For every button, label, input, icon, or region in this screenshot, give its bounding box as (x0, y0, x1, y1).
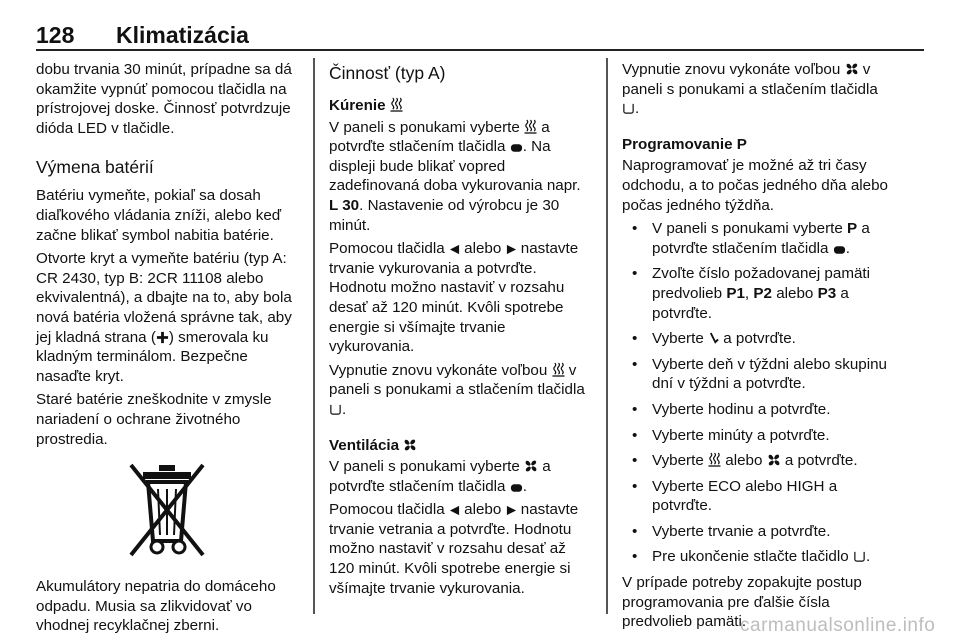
list-item: • Vyberte ECO alebo HIGH a potvrďte. (622, 477, 890, 516)
list-item: • Vyberte alebo a potvrďte. (622, 451, 890, 471)
paragraph: Vypnutie znovu vykonáte voľbou v paneli s ponukami a stlačením tlačidla . (329, 361, 585, 418)
section-heading-batteries: Výmena batérií (36, 157, 154, 178)
page-title: Klimatizácia (116, 22, 249, 48)
column-divider-1 (313, 58, 315, 614)
header-rule (36, 49, 924, 51)
list-item: • Vyberte deň v týždni alebo skupinu dní v týždni a potvrďte. (622, 355, 890, 394)
steps-list (622, 219, 890, 567)
fan-icon (524, 459, 538, 473)
fan-icon (767, 453, 781, 467)
fan-icon (403, 438, 417, 452)
back-button-icon (329, 403, 342, 416)
crossed-bin-icon (125, 457, 209, 561)
column-divider-2 (606, 58, 608, 614)
paragraph: V paneli s ponukami vyberte a potvrďte stlačením tlačidla . Na displeji bude blikať vopred zadefinovaná doba vykurovania napr. L 30. Nastavenie od výrobcu je 30 minút. (329, 118, 581, 234)
paragraph: Staré batérie zneškodnite v zmysle nariadení o ochrane životného prostredia. (36, 391, 272, 448)
subheading-programming: Programovanie P (622, 135, 747, 153)
paragraph: Pomocou tlačidla alebo nastavte trvanie vykurovania a potvrďte. Hodnotu možno nastaviť v rozsahu desať až 120 minút. Kvôli spotrebe energie si všímajte trvanie vykurovania. (329, 240, 579, 356)
list-item: • Pre ukončenie stlačte tlačidlo . (622, 547, 890, 567)
section-heading-operation: Činnosť (typ A) (329, 63, 446, 83)
left-triangle-icon (449, 505, 460, 516)
page-number: 128 (36, 22, 75, 48)
heat-waves-icon (524, 119, 537, 134)
heat-waves-icon (708, 452, 721, 467)
paragraph: V prípade potreby zopakujte postup programovania pre ďalšie čísla predvolieb pamäti. (622, 574, 862, 631)
fan-icon (845, 62, 859, 76)
subheading-ventilation: Ventilácia (329, 436, 593, 456)
paragraph: Pomocou tlačidla alebo nastavte trvanie vetrania a potvrďte. Hodnotu možno nastaviť v rozsahu desať až 120 minút. Kvôli spotrebe energie si všímajte trvanie vykurovania. (329, 501, 579, 597)
left-triangle-icon (449, 244, 460, 255)
paragraph: Vypnutie znovu vykonáte voľbou v paneli s ponukami a stlačením tlačidla . (622, 61, 878, 118)
page-header (36, 10, 924, 50)
watermark: carmanualsonline.info (740, 615, 936, 636)
list-item: • Vyberte trvanie a potvrďte. (622, 522, 890, 542)
list-item: • V paneli s ponukami vyberte P a potvrďte stlačením tlačidla . (622, 219, 890, 258)
list-item: • Vyberte a potvrďte. (622, 329, 890, 349)
list-item: • Zvoľte číslo požadovanej pamäti predvolieb P1, P2 alebo P3 a potvrďte. (622, 264, 890, 323)
list-item: • Vyberte minúty a potvrďte. (622, 426, 890, 446)
paragraph: Akumulátory nepatria do domáceho odpadu. Musia sa zlikvidovať vo vhodnej recyklačnej zberni. (36, 578, 276, 635)
paragraph: Batériu vymeňte, pokiaľ sa dosah diaľkového vládania zníži, alebo keď začne blikať symbol nabitia batérie. (36, 187, 282, 244)
plus-icon (156, 331, 169, 344)
heat-waves-icon (552, 362, 565, 377)
ok-button-icon (510, 483, 523, 493)
clock-hand-icon (708, 332, 719, 345)
column-1 (36, 60, 298, 640)
ok-button-icon (833, 245, 846, 255)
right-triangle-icon (506, 244, 517, 255)
column-2 (329, 60, 593, 602)
heat-waves-icon (390, 97, 403, 112)
column-3 (622, 60, 890, 636)
ok-button-icon (510, 143, 523, 153)
paragraph: Naprogramovať je možné až tri časy odchodu, a to počas jedného dňa alebo počas jedného týždňa. (622, 157, 889, 214)
right-triangle-icon (506, 505, 517, 516)
back-button-icon (853, 550, 866, 563)
paragraph: Otvorte kryt a vymeňte batériu (typ A: CR 2430, typ B: 2CR 11108 alebo ekvivalentná), a dbajte na to, aby bola nová batéria vložená správne tak, aby jej kladná strana ( ) smerovala ku kladným terminálom. Bezpečne nasaďte kryt. (36, 250, 292, 385)
back-button-icon (622, 102, 635, 115)
subheading-heating: Kúrenie (329, 96, 593, 116)
paragraph: dobu trvania 30 minút, prípadne sa dá okamžite vypnúť pomocou tlačidla na prístrojovej doske. Činnosť potvrdzuje dióda LED v tlačidle. (36, 61, 292, 137)
paragraph: V paneli s ponukami vyberte a potvrďte stlačením tlačidla . (329, 458, 551, 495)
list-item: • Vyberte hodinu a potvrďte. (622, 400, 890, 420)
